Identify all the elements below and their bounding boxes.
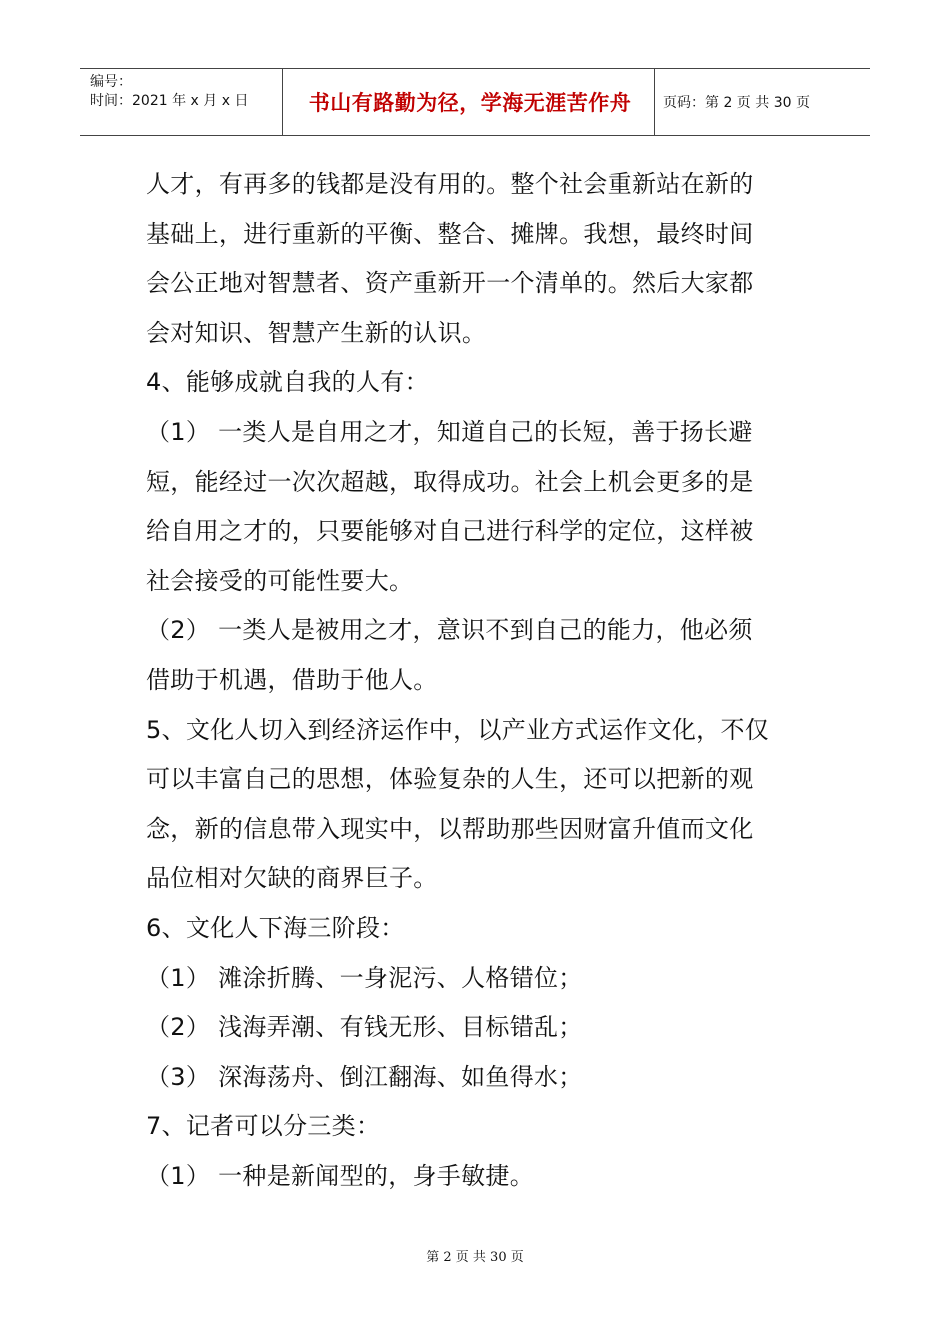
text-line: 7、记者可以分三类： — [146, 1112, 381, 1141]
date-line: 时间：2021 年 x 月 x 日 — [90, 93, 249, 109]
text-line: 社会接受的可能性要大。 — [146, 566, 414, 595]
text-line: 人才，有再多的钱都是没有用的。整个社会重新站在新的 — [146, 170, 754, 198]
text-line: 借助于机遇，借助于他人。 — [146, 665, 438, 694]
header-divider-right — [654, 69, 655, 135]
header-page-info: 页码：第 2 页 共 30 页 — [663, 95, 810, 111]
text-line: （2） 浅海弄潮、有钱无形、目标错乱； — [146, 1013, 583, 1042]
header-motto: 书山有路勤为径，学海无涯苦作舟 — [308, 91, 632, 115]
text-line: 给自用之才的，只要能够对自己进行科学的定位，这样被 — [146, 517, 754, 546]
text-line: （3） 深海荡舟、倒江翻海、如鱼得水； — [146, 1062, 583, 1091]
text-line: （1） 一类人是自用之才，知道自己的长短，善于扬长避 — [146, 417, 753, 446]
text-line: 4、能够成就自我的人有： — [146, 368, 429, 397]
text-line: 6、文化人下海三阶段： — [146, 913, 405, 942]
text-line: 5、文化人切入到经济运作中，以产业方式运作文化，不仅 — [146, 715, 770, 744]
text-line: （2） 一类人是被用之才，意识不到自己的能力，他必须 — [146, 616, 753, 645]
number-label: 编号： — [90, 74, 132, 90]
text-line: （1） 滩涂折腾、一身泥污、人格错位； — [146, 963, 583, 992]
text-line: 会对知识、智慧产生新的认识。 — [146, 318, 487, 347]
text-line: 会公正地对智慧者、资产重新开一个清单的。然后大家都 — [146, 269, 754, 298]
text-line: 短，能经过一次次超越，取得成功。社会上机会更多的是 — [146, 467, 754, 496]
text-line: （1） 一种是新闻型的，身手敏捷。 — [146, 1161, 534, 1190]
text-line: 基础上，进行重新的平衡、整合、摊牌。我想，最终时间 — [146, 219, 754, 248]
text-line: 念，新的信息带入现实中，以帮助那些因财富升值而文化 — [146, 814, 754, 843]
text-line: 品位相对欠缺的商界巨子。 — [146, 864, 438, 893]
header-meta — [90, 73, 248, 111]
text-line: 可以丰富自己的思想，体验复杂的人生，还可以把新的观 — [146, 765, 754, 794]
page-footer: 第 2 页 共 30 页 — [426, 1250, 524, 1265]
body-text — [146, 160, 806, 1201]
document-header — [80, 68, 870, 136]
header-divider-left — [282, 69, 283, 135]
